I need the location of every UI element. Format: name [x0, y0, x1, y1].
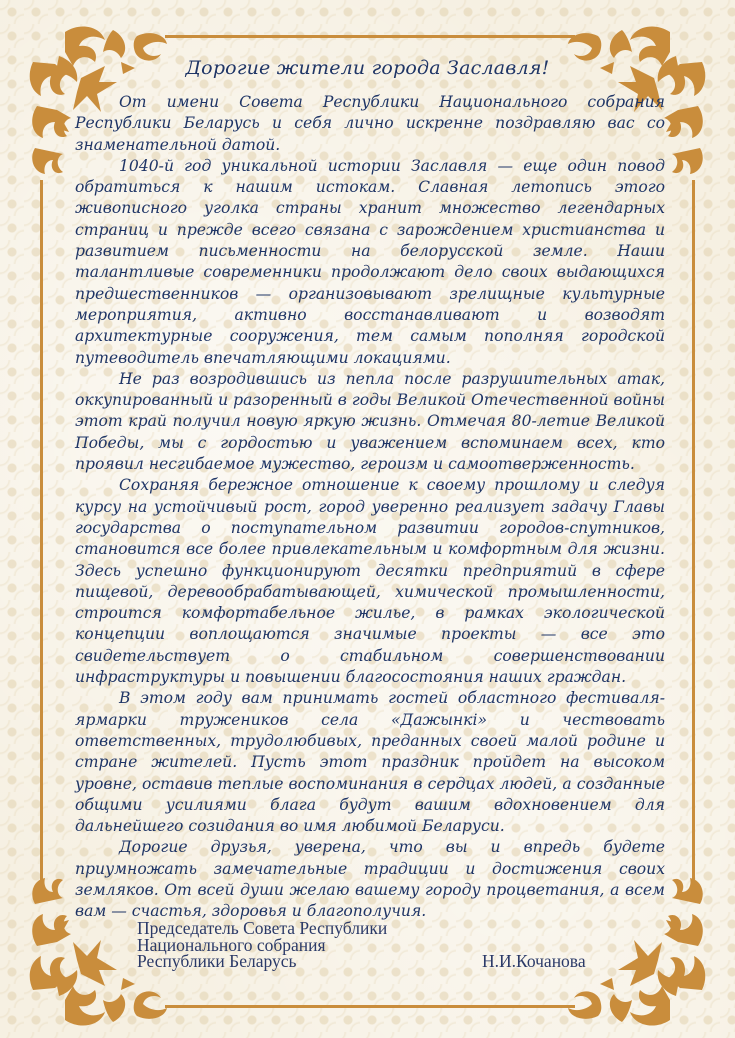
frame-line-top — [165, 35, 575, 38]
paragraph-wishes: Дорогие друзья, уверена, что вы и впредь будете приумножать замечательные традиции и достижения своих земляков. От всей души желаю вашему городу процветания, а всем вам — счастья, здоровья и благополучия. — [75, 838, 665, 921]
letter-title: Дорогие жители города Заславля! — [185, 57, 550, 79]
signatory-name: Н.И.Кочанова — [482, 951, 586, 971]
signature-block — [137, 920, 607, 970]
frame-line-bottom — [165, 1005, 575, 1008]
paragraph-development: Сохраняя бережное отношение к своему прошлому и следуя курсу на устойчивый рост, город уверенно реализует задачу Главы государства о поступательном развитии городов-спутников, становится все более привлекательным и комфортным для жизни. Здесь успешно функционируют десятки предприятий в сфере пищевой, деревообрабатывающей, химической промышленности, строится комфортабельное жилье, в рамках экологической концепции воплощаются значимые проекты — все это свидетельствует о стабильном совершенствовании инфраструктуры и повышении благосостояния наших граждан. — [75, 476, 665, 687]
signature-position-line: Председатель Совета Республики — [137, 918, 388, 938]
paragraph-greeting: От имени Совета Республики Национального собрания Республики Беларусь и себя лично искренне поздравляю вас со знаменательной датой. — [75, 93, 665, 154]
paragraph-war-memory: Не раз возродившись из пепла после разрушительных атак, оккупированный и разоренный в годы Великой Отечественной войны этот край получил новую яркую жизнь. Отмечая 80-летие Великой Победы, мы с гордостью и уважением вспоминаем всех, кто проявил несгибаемое мужество, героизм и самоотверженность. — [75, 369, 665, 474]
letter-body — [75, 92, 665, 923]
frame-line-right — [692, 180, 695, 880]
signature-position-line: Республики Беларусь — [137, 951, 297, 971]
paragraph-festival: В этом году вам принимать гостей областного фестиваля-ярмарки тружеников села «Дажынкі» и чествовать ответственных, трудолюбивых, преданных своей малой родине и стране жителей. Пусть этот праздник пройдет на высоком уровне, оставив теплые воспоминания в сердцах людей, а созданные общими усилиями блага будут вашим вдохновением для дальнейшего созидания во имя любимой Беларуси. — [75, 689, 665, 836]
paragraph-history: 1040-й год уникальной истории Заславля — еще один повод обратиться к нашим истокам. Славная летопись этого живописного уголка страны хранит множество легендарных страниц и прежде всего связана с зарождением христианства и развитием письменности на белорусской земле. Наши талантливые современники продолжают дело своих выдающихся предшественников — организовывают зрелищные культурные мероприятия, активно восстанавливают и возводят архитектурные сооружения, тем самым пополняя городской путеводитель впечатляющими локациями. — [75, 156, 665, 367]
frame-line-left — [40, 180, 43, 880]
signature-position-line: Национального собрания — [137, 934, 326, 955]
